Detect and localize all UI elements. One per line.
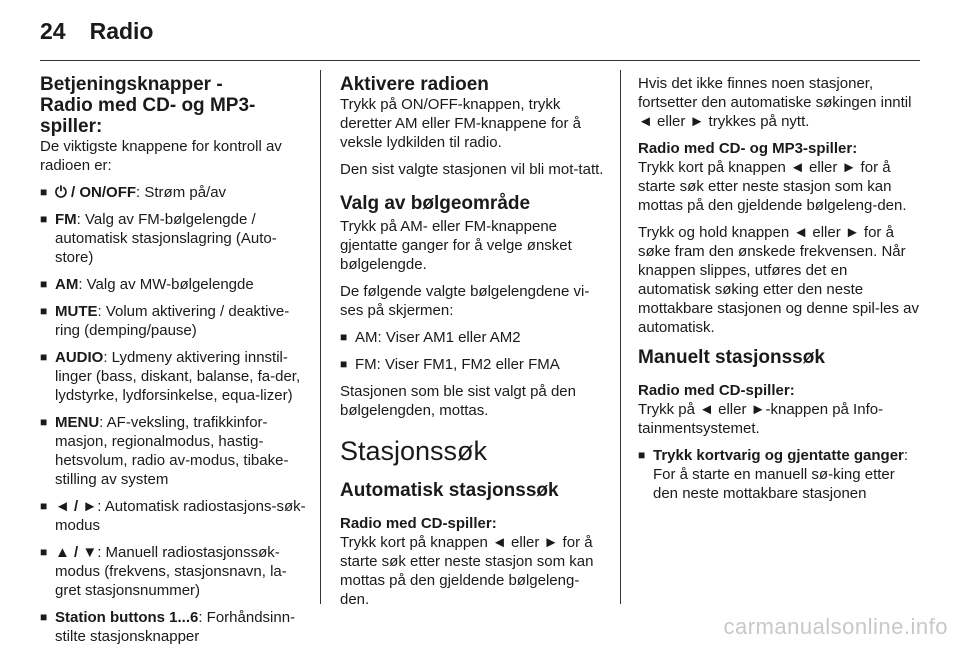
page-title: Radio — [89, 18, 154, 44]
column-2 — [340, 74, 606, 617]
activate-paragraph: Trykk på ON/OFF-knappen, trykk deretter AM eller FM-knappene for å veksle lydkilden til radio. — [340, 96, 581, 151]
search-heading: Stasjonssøk — [340, 436, 488, 466]
control-item: ■ FM: Valg av FM-bølgelengde / automatisk stasjonslagring (Auto-store) — [40, 211, 277, 266]
band-item: ■ FM: Viser FM1, FM2 eller FMA — [340, 356, 560, 373]
band-heading: Valg av bølgeområde — [340, 193, 531, 214]
watermark: carmanualsonline.info — [723, 614, 948, 639]
activate-heading: Aktivere radioen — [340, 74, 489, 95]
page-number: 24 — [40, 18, 66, 44]
page-header — [40, 18, 153, 45]
mp3-subheading: Radio med CD- og MP3-spiller: — [638, 140, 858, 157]
auto-search-heading: Automatisk stasjonssøk — [340, 480, 559, 501]
column-divider — [620, 70, 621, 604]
band-item: ■ AM: Viser AM1 eller AM2 — [340, 329, 521, 346]
controls-intro: De viktigste knappene for kontroll av radioen er: — [40, 138, 282, 174]
manual-paragraph: Trykk på ◄ eller ►-knappen på Info-tainmentsystemet. — [638, 401, 884, 437]
control-item: ■ ⏻ / ON/OFF: Strøm på/av — [40, 184, 227, 201]
column-1 — [40, 74, 312, 654]
column-divider — [320, 70, 321, 604]
control-item: ■ MENU: AF-veksling, trafikkinfor-masjon, regionalmodus, hastig-hetsvolum, radio av-modus, tibake-stilling av system — [40, 414, 289, 488]
control-item: ■ AM: Valg av MW-bølgelengde — [40, 276, 254, 293]
control-item: ■ Station buttons 1...6: Forhåndsinn-stilte stasjonsknapper — [40, 609, 296, 645]
manual-item: ■ Trykk kortvarig og gjentatte ganger: For å starte en manuell sø-king etter den neste mottakbare stasjonen — [638, 447, 909, 502]
band-paragraph-3: Stasjonen som ble sist valgt på den bølgelengden, mottas. — [340, 383, 576, 419]
controls-list — [40, 183, 312, 646]
manual-subheading: Radio med CD-spiller: — [638, 382, 795, 399]
column-3 — [638, 74, 920, 511]
mp3-paragraph: Trykk kort på knappen ◄ eller ► for å starte søk etter neste stasjon som kan mottas på den gjeldende bølgeleng-den. — [638, 159, 907, 214]
control-item: ■ AUDIO: Lydmeny aktivering innstil-linger (bass, diskant, balanse, fa-der, lydstyrke, lydforsinkelse, equa-lizer) — [40, 349, 301, 404]
band-paragraph: Trykk på AM- eller FM-knappene gjentatte ganger for å velge ønsket bølgelengde. — [340, 218, 572, 273]
controls-heading: Betjeningsknapper - Radio med CD- og MP3-spiller: — [40, 74, 256, 137]
activate-paragraph-2: Den sist valgte stasjonen vil bli mot-tatt. — [340, 161, 604, 178]
control-item: ■ ▲ / ▼: Manuell radiostasjonssøk-modus (frekvens, stasjonsnavn, la-gret stasjonsnummer) — [40, 544, 287, 599]
header-rule — [40, 60, 920, 61]
manual-search-heading: Manuelt stasjonssøk — [638, 347, 825, 368]
continue-paragraph: Hvis det ikke finnes noen stasjoner, fortsetter den automatiske søkingen inntil ◄ eller ► trykkes på nytt. — [638, 75, 912, 130]
band-paragraph-2: De følgende valgte bølgelengdene vi-ses på skjermen: — [340, 283, 590, 319]
hold-paragraph: Trykk og hold knappen ◄ eller ► for å søke fram den ønskede frekvensen. Når knappen slippes, utføres det en automatisk søking etter den neste mottakbare stasjonen og denne spil-les av automatisk. — [638, 224, 920, 336]
auto-search-paragraph: Trykk kort på knappen ◄ eller ► for å starte søk etter neste stasjon som kan mottas på den gjeldende bølgeleng-den. — [340, 534, 594, 608]
control-item: ■ ◄ / ►: Automatisk radiostasjons-søk-modus — [40, 498, 306, 534]
control-item: ■ MUTE: Volum aktivering / deaktive-ring (demping/pause) — [40, 303, 290, 339]
auto-search-subheading: Radio med CD-spiller: — [340, 515, 497, 532]
